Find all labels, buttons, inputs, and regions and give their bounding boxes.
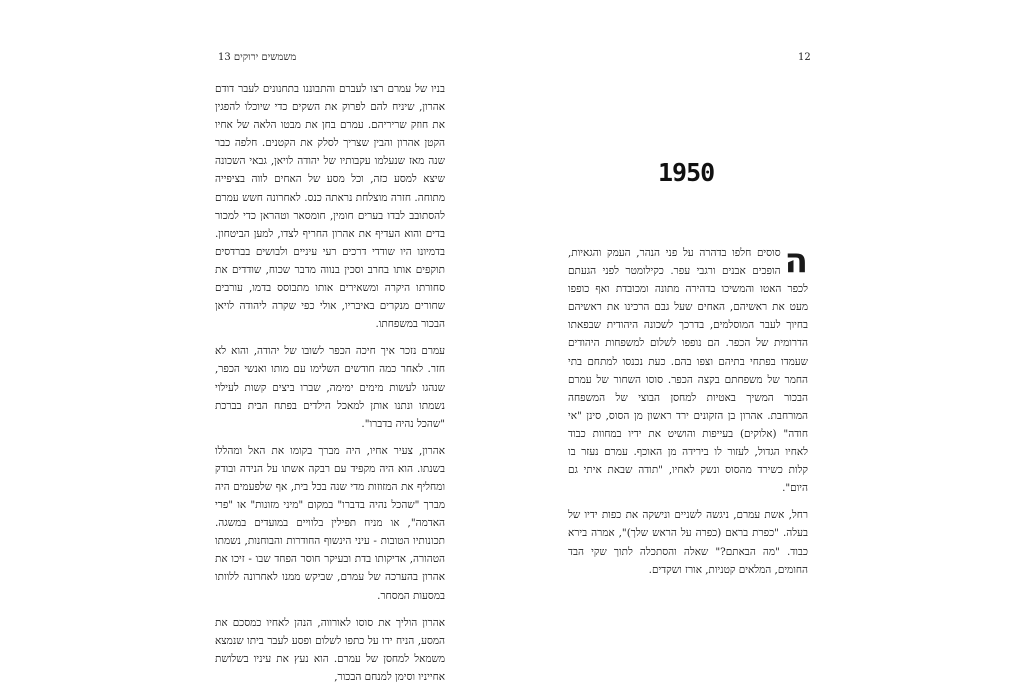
chapter-title: 1950 [658, 158, 715, 187]
page-number-left: 13 [218, 52, 231, 63]
right-text-column [568, 241, 808, 579]
left-text-column [215, 80, 445, 686]
left-page [0, 0, 512, 683]
paragraph-text: סוסים חלפו בדהרה על פני הנהר, העמק והגאיות, הופכים אבנים ורגבי עפר. כקילומטר לפני הגעתם לכפר האטו והמשיכו בדהירה מתונה ומכובדת ואף כופפו מעט את ראשיהם, האחים שעל גבם הרכינו את ראשיהם בחיוך לעבר המוסלמים, בדרכך לשכונה היהודית שבפאתו הדרומית של הכפר. הם נופפו לשלום למשפחות היהודים שעמדו בפתחי בתיהם וצפו בהם. כעת נכנסו למתחם בתי החמר של משפחתם בקצה הכפר. סוסו השחור של עמרם הבכור המשיך באטיות למחסן הבוצי של המשפחה המורחבת. אהרון בן הזקונים ירד ראשון מן הסוס, סינן "אי חודה" (אלוקים) בעייפות והושיט את ידיו במחוות כבוד לאחיו הגדול, לעזור לו בירידה מן האוכף. עמרם נעזר בו קלות כשירד מהסוס ונשק לאחיו, "תודה שבאת איתי גם היום". [568, 247, 808, 495]
paragraph: רחל, אשת עמרם, ניגשה לשניים ונישקה את כפות ידיו של בעלה. "כפרת בראם (כפרה על הראש שלך)", אמרה בירא כבוד. "מה הבאתם?" שאלה והסתכלה לתוך שקי הבד החומים, המלאים קטניות, אורז ושקדים. [568, 509, 808, 576]
paragraph: אהרון הוליך את סוסו לאורווה, הנהן לאחיו כמסכם את המסע, הניח ידו על כתפו לשלום ופסע לעבר ביתו שנמצא משמאל למחסן של עמרם. הוא נעץ את עיניו בשלושת אחייניו וסימן למנחם הבכור, [215, 616, 445, 683]
paragraph-with-dropcap [568, 241, 808, 497]
right-page-header [798, 52, 811, 63]
drop-cap: ה [784, 241, 808, 281]
left-page-header [218, 52, 310, 63]
paragraph: עמרם נזכר איך חיכה הכפר לשובו של יהודה, והוא לא חזר. לאחר כמה חודשים השלימו עם מותו ואנשי הכפר, שנהגו לעשות מימים ימימה, שברו ביצים קשות לעילוי נשמתו ונתנו אותן למאכל הילדים בפתח הבית בברכת "שהכל נהיה בדברו". [215, 345, 445, 430]
page-number-right: 12 [798, 52, 811, 63]
running-title: משמשים ירוקים [233, 52, 297, 63]
paragraph: אהרון, צעיר אחיו, היה מברך בקומו את האל ומהללו בשנתו. הוא היה מקפיד עם רבקה אשתו על הנידה ובודק ומחליף את המזוזות מדי שנה בכל בית, אף שלפעמים היה מברך "שהכל נהיה בדברו" במקום "מיני מזונות" או "פרי האדמה", או מניח תפילין בלוויים במועדים במשגה. תכונותיו הטובות - עיני הינשוף החודרות והבוחנות, נשמתו הטהורה, אדיקותו בדת ובעיקר חוסר הפחד שבו - זיכו את אהרון בהערכה של עמרם, שביקש ממנו לאחרונה ללוותו במסעות המסחר. [215, 444, 445, 602]
paragraph: בניו של עמרם רצו לעברם והתבוננו בתחנונים לעבר דודם אהרון, שיניח להם לפרוק את השקים כדי שיוכלו להפגין את חוזק שריריהם. עמרם בחן את מבטו הלאה של אחיו הקטן אהרון והבין שצריך לסלק את הקטנים. חלפה כבר שנה מאז שנעלמו עקבותיו של יהודה לויאן, גבאי השכונה שיצא למסע כזה, וכל מסע של האחים לווה בציפייה מתוחה. חזרה מוצלחת נראתה כנס. לאחרונה חשש עמרם להסתובב לבדו בערים חומין, חומסאר וטהראן כדי למכור בדים והוא העדיף את אהרון החריף לצדו, למען הביטחון. בדמיונו היו שודדי דרכים רעי עיניים ולבושים בברדסים תוקפים אותו בחרב וסכין בנווה מדבר שכוח, שודדים את סחורתו היקרה ומשאירים אותו מתבוסס בדמו, עורבים שחורים מנקרים באיבריו, אולי כפי שקרה ליהודה לויאן הבכור במשפחתו. [215, 83, 445, 331]
right-page [512, 0, 1024, 576]
